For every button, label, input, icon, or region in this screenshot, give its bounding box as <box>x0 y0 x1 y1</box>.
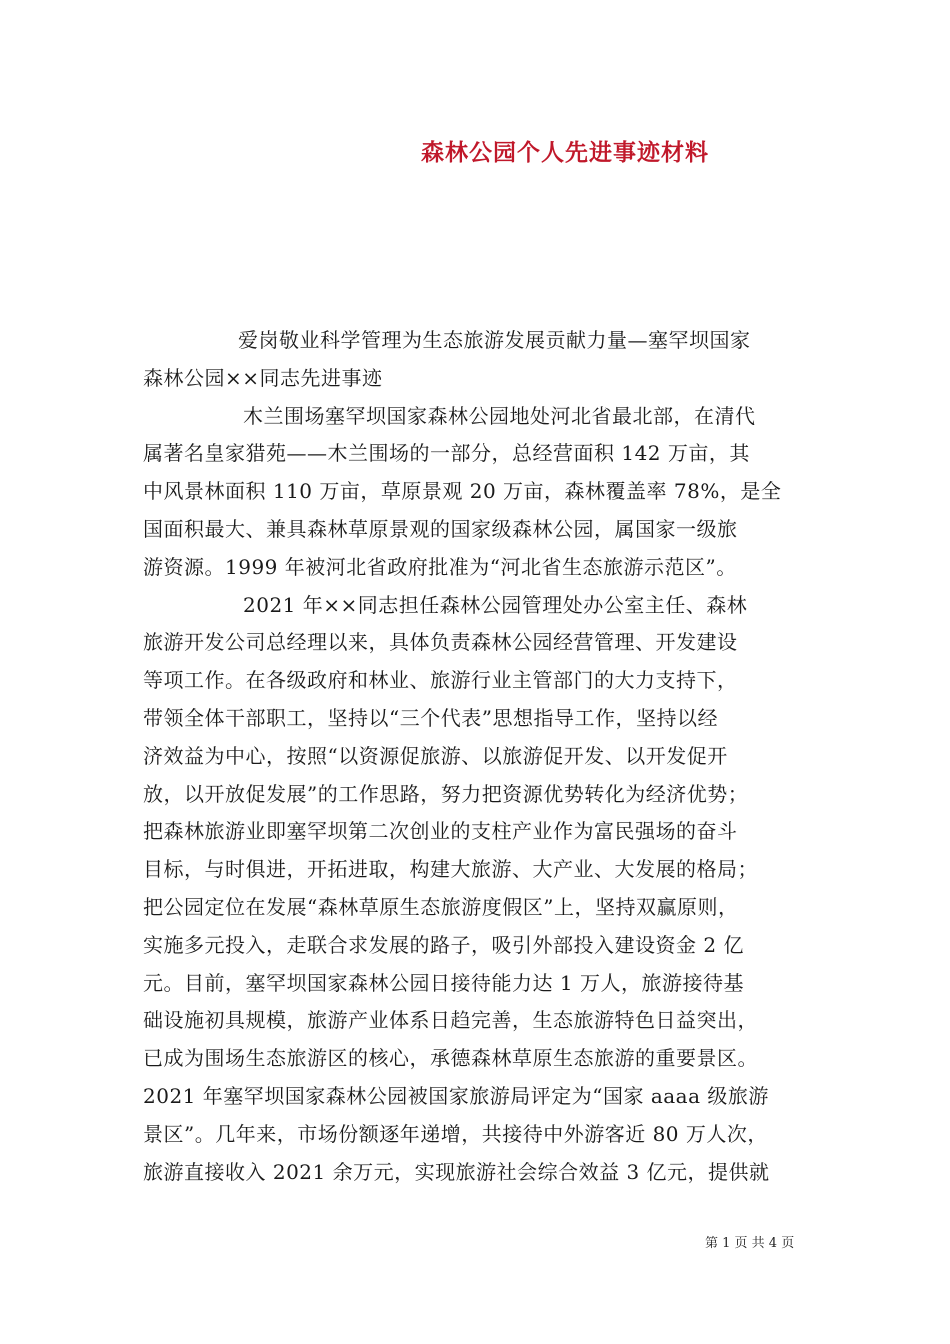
text-line: 等项工作。在各级政府和林业、旅游行业主管部门的大力支持下， <box>143 668 738 693</box>
text-line: 济效益为中心，按照“以资源促旅游、以旅游促开发、以开发促开 <box>143 743 728 768</box>
document-body <box>143 322 823 1191</box>
text-line: 森林公园××同志先进事迹 <box>143 365 383 390</box>
text-line: 旅游直接收入 2021 余万元，实现旅游社会综合效益 3 亿元，提供就 <box>143 1159 770 1184</box>
text-line: 元。目前，塞罕坝国家森林公园日接待能力达 1 万人，旅游接待基 <box>143 970 744 995</box>
text-line: 2021 年××同志担任森林公园管理处办公室主任、森林 <box>243 592 748 617</box>
text-line: 木兰围场塞罕坝国家森林公园地处河北省最北部，在清代 <box>243 403 756 428</box>
text-line: 已成为围场生态旅游区的核心，承德森林草原生态旅游的重要景区。 <box>143 1046 758 1071</box>
page-number-footer: 第 1 页 共 4 页 <box>705 1236 795 1251</box>
text-line: 爱岗敬业科学管理为生态旅游发展贡献力量—塞罕坝国家 <box>238 328 751 352</box>
text-line: 目标，与时俱进，开拓进取，构建大旅游、大产业、大发展的格局； <box>143 857 758 882</box>
text-line: 中风景林面积 110 万亩，草原景观 20 万亩，森林覆盖率 78%，是全 <box>143 479 782 504</box>
text-line: 础设施初具规模，旅游产业体系日趋完善，生态旅游特色日益突出， <box>143 1008 758 1033</box>
text-line: 景区”。几年来，市场份额逐年递增，共接待中外游客近 80 万人次， <box>143 1121 768 1146</box>
text-line: 属著名皇家猎苑——木兰围场的一部分，总经营面积 142 万亩，其 <box>143 441 750 466</box>
text-line: 游资源。1999 年被河北省政府批准为“河北省生态旅游示范区”。 <box>143 554 737 579</box>
document-title: 森林公园个人先进事迹材料 <box>421 139 709 166</box>
text-line: 带领全体干部职工，坚持以“三个代表”思想指导工作，坚持以经 <box>143 705 718 730</box>
text-line: 实施多元投入，走联合求发展的路子，吸引外部投入建设资金 2 亿 <box>143 932 744 957</box>
text-line: 国面积最大、兼具森林草原景观的国家级森林公园，属国家一级旅 <box>143 516 738 541</box>
text-line: 把公园定位在发展“森林草原生态旅游度假区”上，坚持双赢原则， <box>143 894 739 919</box>
text-line: 2021 年塞罕坝国家森林公园被国家旅游局评定为“国家 aaaa 级旅游 <box>143 1083 769 1108</box>
text-line: 放，以开放促发展”的工作思路，努力把资源优势转化为经济优势； <box>143 781 749 806</box>
text-line: 把森林旅游业即塞罕坝第二次创业的支柱产业作为富民强场的奋斗 <box>143 819 738 844</box>
text-line: 旅游开发公司总经理以来，具体负责森林公园经营管理、开发建设 <box>143 630 738 655</box>
